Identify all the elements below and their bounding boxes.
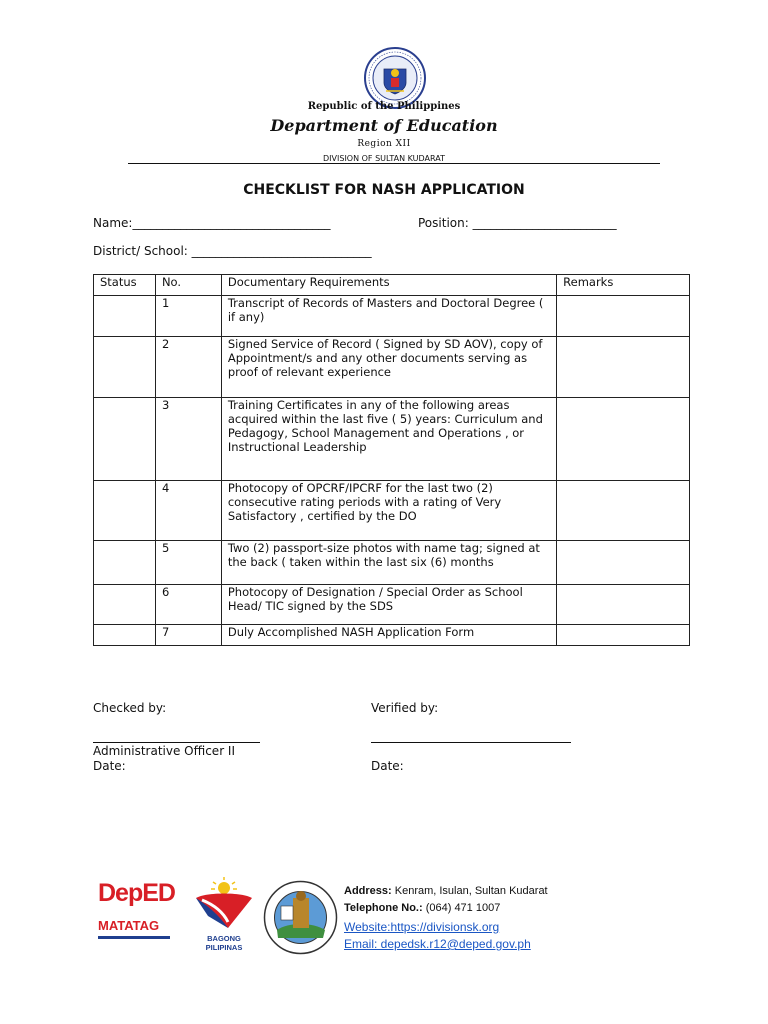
admin-officer-title: Administrative Officer II (93, 744, 236, 758)
requirement-text: Two (2) passport-size photos with name tag; signed at the back ( taken within the last six (6) months (221, 541, 556, 585)
requirement-text: Photocopy of Designation / Special Order as School Head/ TIC signed by the SDS (221, 585, 556, 625)
requirement-text: Training Certificates in any of the following areas acquired within the last five ( 5) years: Curriculum and Pedagogy, School Management and Operations , or Instructional Leadership (221, 398, 556, 481)
remarks-cell[interactable] (557, 296, 690, 337)
verified-by-label: Verified by: (371, 701, 439, 715)
row-number: 5 (155, 541, 221, 585)
status-cell[interactable] (94, 481, 156, 541)
department-heading: Department of Education (270, 116, 498, 135)
requirements-table (93, 274, 690, 646)
region-heading: Region XII (357, 139, 411, 149)
header-no: No. (155, 275, 221, 296)
remarks-cell[interactable] (557, 625, 690, 646)
header-remarks: Remarks (557, 275, 690, 296)
district-school-field[interactable]: District/ School: ______________________________ (93, 244, 372, 258)
table-row (94, 541, 690, 585)
row-number: 4 (155, 481, 221, 541)
requirement-text: Signed Service of Record ( Signed by SD AOV), copy of Appointment/s and any other documents serving as proof of relevant experience (221, 337, 556, 398)
position-field[interactable]: Position: ________________________ (418, 216, 617, 230)
division-sultan-kudarat-seal-logo (263, 880, 338, 955)
bagong-pilipinas-text: BAGONG PILIPINAS (205, 934, 243, 952)
status-cell[interactable] (94, 398, 156, 481)
date-right-label: Date: (371, 759, 404, 773)
table-row (94, 481, 690, 541)
table-row (94, 625, 690, 646)
row-number: 7 (155, 625, 221, 646)
republic-heading: Republic of the Philippines (307, 101, 461, 112)
requirement-text: Transcript of Records of Masters and Doctoral Degree ( if any) (221, 296, 556, 337)
deped-matatag-logo (98, 880, 178, 940)
status-cell[interactable] (94, 541, 156, 585)
bagong-pilipinas-logo (188, 876, 260, 952)
telephone-value: (064) 471 1007 (425, 902, 501, 914)
date-left-label: Date: (93, 759, 126, 773)
bagong-pilipinas-emblem-icon (188, 876, 260, 932)
website-link[interactable]: Website:https://divisionsk.org (344, 920, 500, 934)
table-row (94, 585, 690, 625)
row-number: 1 (155, 296, 221, 337)
address-label: Address: (344, 885, 392, 897)
header-status: Status (94, 275, 156, 296)
deped-seal-logo (364, 47, 426, 109)
email-link[interactable]: Email: depedsk.r12@deped.gov.ph (344, 937, 531, 951)
row-number: 6 (155, 585, 221, 625)
deped-logo-text: DepED (98, 879, 175, 907)
remarks-cell[interactable] (557, 481, 690, 541)
row-number: 2 (155, 337, 221, 398)
checked-by-label: Checked by: (93, 701, 167, 715)
verified-by-signature-line[interactable] (371, 742, 571, 743)
matatag-text: MATATAG (98, 918, 160, 933)
table-row (94, 398, 690, 481)
header-divider (128, 163, 660, 164)
status-cell[interactable] (94, 337, 156, 398)
document-title: CHECKLIST FOR NASH APPLICATION (243, 182, 525, 198)
name-field[interactable]: Name:_________________________________ (93, 216, 331, 230)
remarks-cell[interactable] (557, 337, 690, 398)
requirement-text: Duly Accomplished NASH Application Form (221, 625, 556, 646)
table-row (94, 337, 690, 398)
status-cell[interactable] (94, 296, 156, 337)
remarks-cell[interactable] (557, 585, 690, 625)
remarks-cell[interactable] (557, 398, 690, 481)
table-row (94, 296, 690, 337)
table-header-row (94, 275, 690, 296)
remarks-cell[interactable] (557, 541, 690, 585)
requirement-text: Photocopy of OPCRF/IPCRF for the last two (2) consecutive rating periods with a rating of Very Satisfactory , certified by the DO (221, 481, 556, 541)
division-heading: DIVISION OF SULTAN KUDARAT (323, 154, 445, 163)
telephone-label: Telephone No.: (344, 902, 423, 914)
header-requirements: Documentary Requirements (221, 275, 556, 296)
status-cell[interactable] (94, 585, 156, 625)
row-number: 3 (155, 398, 221, 481)
address-value: Kenram, Isulan, Sultan Kudarat (394, 885, 548, 897)
status-cell[interactable] (94, 625, 156, 646)
checked-by-signature-line[interactable] (93, 742, 260, 743)
